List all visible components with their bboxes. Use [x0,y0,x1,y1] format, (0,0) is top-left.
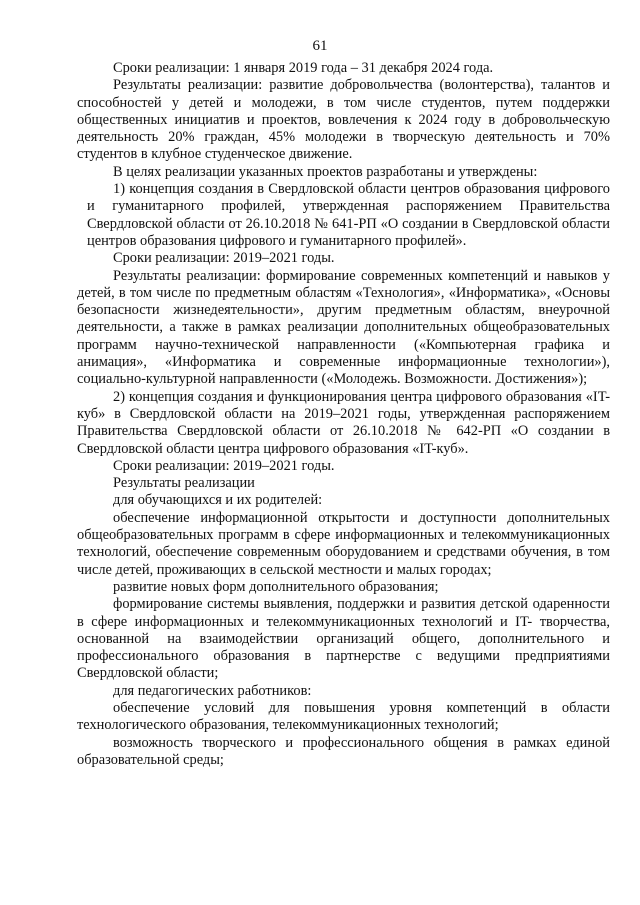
paragraph-concept-2: 2) концепция создания и функционирования центра цифрового образования «IT-куб» в Свердловской области на 2019–2021 годы, утвержденная распоряжением Правительства Свердловской области от 26.10.2018 № 642-РП «О создании в Свердловской области центра цифрового образования «IT-куб». [77,388,610,457]
paragraph-period-2019-2024: Сроки реализации: 1 января 2019 года – 31 декабря 2024 года. [113,60,494,76]
paragraph-projects-intro: В целях реализации указанных проектов разработаны и утверждены: [113,163,538,180]
page-number: 61 [312,38,328,54]
body-text [77,60,610,769]
paragraph-concept-1: 1) концепция создания в Свердловской области центров образования цифрового и гуманитарного профилей, утвержденная распоряжением Правительства Свердловской области от 26.10.2018 № 641-РП «О создании в Свердловской области центров образования цифрового и гуманитарного профилей». [87,181,610,249]
paragraph-period-concept-2: Сроки реализации: 2019–2021 годы. [113,457,335,474]
paragraph-competence-conditions: обеспечение условий для повышения уровня компетенций в области технологического образования, телекоммуникационных технологий; [77,699,610,734]
paragraph-new-forms: развитие новых форм дополнительного образования; [113,578,439,595]
paragraph-giftedness-system: формирование системы выявления, поддержки и развития детской одаренности в сфере информационных и телекоммуникационных технологий и IT- творчества, основанной на взаимодействии организаций общего, дополнительного и профессионального образования в партнерстве с ведущими предприятиями Свердловской области; [77,596,610,682]
paragraph-info-openness: обеспечение информационной открытости и доступности дополнительных общеобразовательных программ в сфере информационных и телекоммуникационных технологий, обеспечение современным оборудованием и средствами обучения, в том числе детей, проживающих в сельской местности и малых городах; [77,509,610,578]
paragraph-results-concept-1: Результаты реализации: формирование современных компетенций и навыков у детей, в том числе по предметным областям «Технология», «Информатика», «Основы безопасности жизнедеятельности», другим предметным областям, внеурочной деятельности, а также в рамках реализации дополнительных общеобразовательных программ научно-технической направленности («Компьютерная графика и анимация», «Информатика и современные информационные технологии»), социально-культурной направленности («Молодежь. Возможности. Достижения»); [77,267,610,388]
paragraph-results-heading: Результаты реализации [113,475,255,492]
paragraph-professional-communication: возможность творческого и профессионального общения в рамках единой образовательной среды; [77,734,610,768]
paragraph-period-concept-1: Сроки реализации: 2019–2021 годы. [113,250,335,267]
paragraph-for-teachers: для педагогических работников: [113,682,312,699]
paragraph-for-students: для обучающихся и их родителей: [113,492,323,509]
paragraph-results-volunteering: Результаты реализации: развитие добровольчества (волонтерства), талантов и способностей у детей и молодежи, в том числе студентов, путем поддержки общественных инициатив и проектов, вовлечения к 2024 году в добровольческую деятельность 20% граждан, 45% молодежи в творческую деятельность и 70% студентов в клубное студенческое движение. [77,77,610,163]
